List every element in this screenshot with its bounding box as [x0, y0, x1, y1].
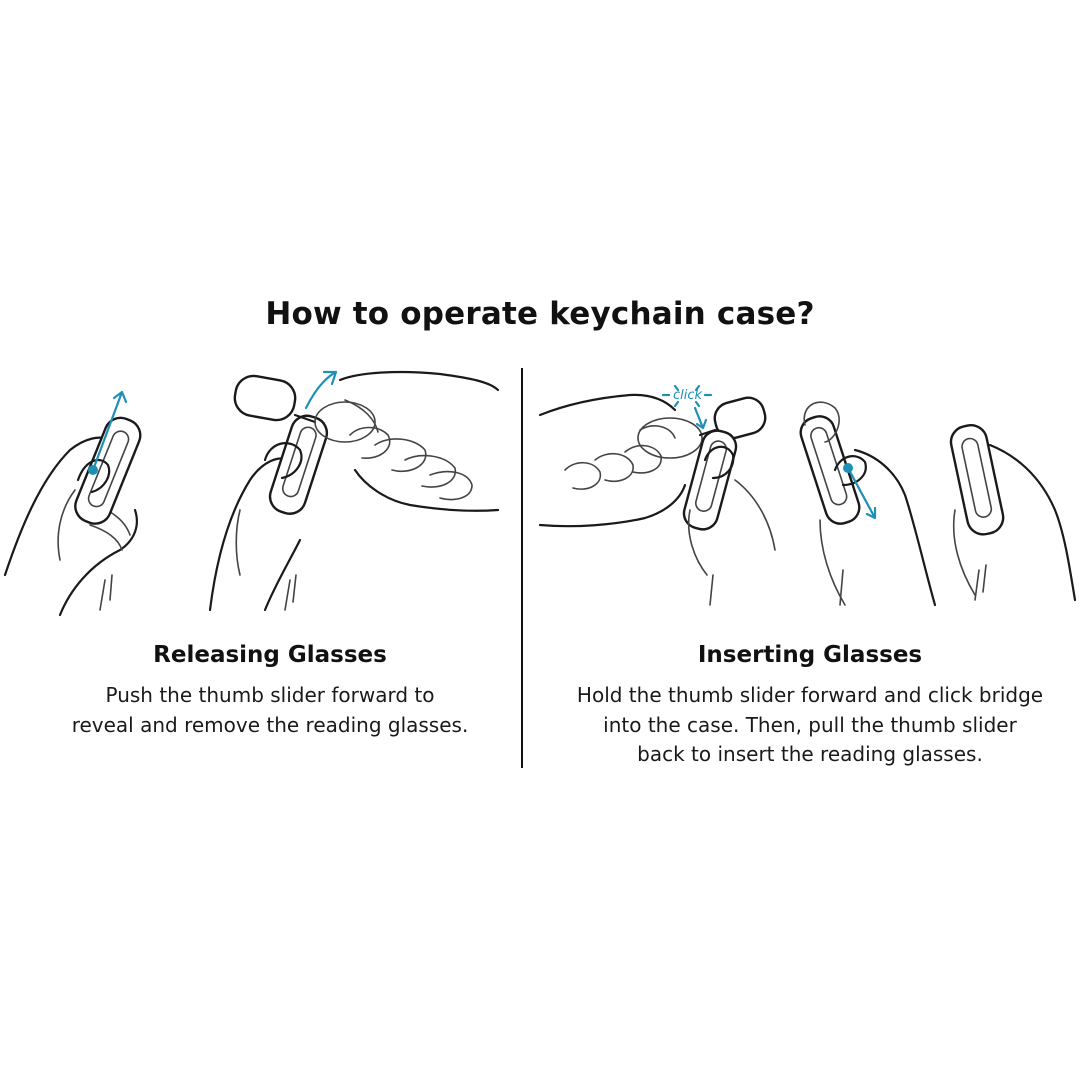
releasing-line-2: reveal and remove the reading glasses. [71, 712, 469, 737]
releasing-title: Releasing Glasses [153, 642, 387, 668]
inserting-drawing [535, 360, 1080, 630]
hand-pulling-glasses [340, 372, 498, 511]
inserting-line-1: Hold the thumb slider forward and click bridge [576, 683, 1044, 707]
inserting-line-2: into the case. Then, pull the thumb slider [603, 712, 1017, 737]
releasing-drawing [0, 360, 510, 630]
releasing-illustration [0, 360, 510, 630]
inserting-line-3: back to insert the reading glasses. [637, 742, 983, 766]
releasing-line-1: Push the thumb slider forward to [105, 683, 435, 707]
inserting-title: Inserting Glasses [697, 642, 923, 668]
keychain-case-step-5 [948, 422, 1006, 537]
releasing-description [20, 681, 520, 740]
inserting-description [545, 681, 1075, 770]
page-title: How to operate keychain case? [265, 296, 815, 332]
section-divider [521, 368, 523, 768]
click-label: click [673, 388, 703, 403]
keychain-case-step-4 [797, 412, 863, 527]
hand-holding-glasses [540, 395, 685, 526]
remove-arrow-icon [306, 372, 336, 408]
inserting-illustration [535, 360, 1080, 630]
